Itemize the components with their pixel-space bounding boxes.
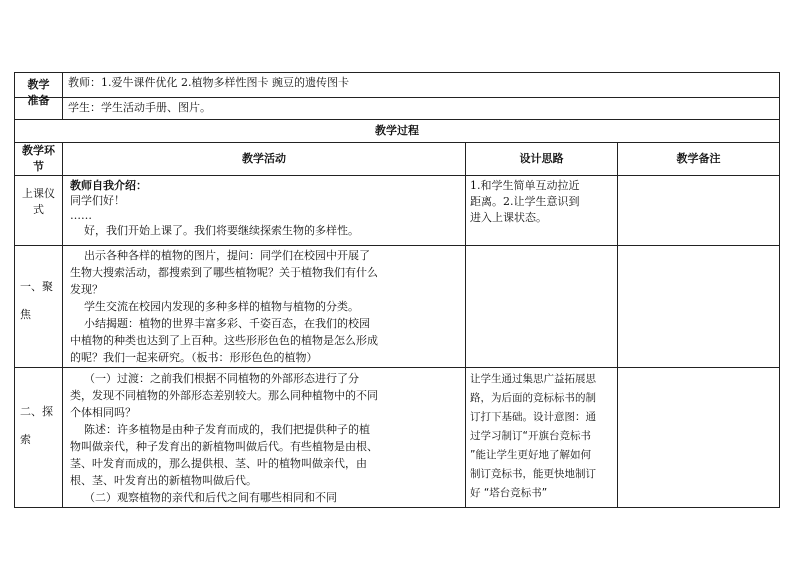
prep-label-line1: 教学: [27, 78, 50, 91]
row1-stage-line1: 上课仪: [22, 187, 55, 200]
process-title: 教学过程: [375, 124, 419, 137]
prep-student: 学生：学生活动手册、图片。: [68, 101, 211, 114]
row3-stage-line2: 索: [20, 433, 31, 446]
row2-activity-line5: 小结揭题：植物的世界丰富多彩、千姿百态，在我们的校园: [70, 317, 370, 330]
row1-activity-line2: 同学们好！: [70, 194, 125, 207]
row3-design-line6: 制订竞标书，能更快地制订: [470, 468, 596, 480]
row3-activity-line8: （二）观察植物的亲代和后代之间有哪些相同和不同: [70, 491, 337, 504]
prep-label-line2: 准备: [27, 94, 50, 107]
row2-activity-line1: 出示各种各样的植物的图片，提问：同学们在校园中开展了: [70, 249, 370, 262]
header-stage: [15, 143, 62, 175]
row3-activity-line6: 茎、叶发育而成的，那么提供根、茎、叶的植物叫做亲代，由: [70, 457, 367, 470]
row3-activity: [70, 370, 462, 506]
row2-activity-line2: 生物大搜索活动，都搜索到了哪些植物呢？关于植物我们有什么: [70, 266, 378, 279]
row1-activity-line3: ……: [70, 209, 92, 222]
header-activity: 教学活动: [242, 152, 286, 165]
row3-design-line2: 路，为后面的竞标标书的制: [470, 392, 596, 404]
row3-stage-line1: 二、探: [20, 405, 53, 418]
row1-stage: [15, 186, 62, 218]
header-stage-line1: 教学环: [22, 144, 55, 157]
row1-design-line3: 进入上课状态。: [470, 211, 547, 224]
row3-design-line4: 过学习制订“开旗台竞标书: [470, 430, 591, 442]
row3-activity-line2: 类，发现不同植物的外部形态差别较大。那么同种植物中的不同: [70, 389, 378, 402]
row3-design-line3: 订打下基础。设计意图：通: [470, 411, 596, 423]
row1-activity-line1: 教师自我介绍：: [70, 179, 147, 192]
row2-stage-line1: 一、聚: [20, 280, 53, 293]
row3-activity-line5: 物叫做亲代，种子发育出的新植物叫做后代。有些植物是由根、: [70, 440, 378, 453]
row1-activity-line4: 好，我们开始上课了。我们将要继续探索生物的多样性。: [70, 224, 359, 237]
header-design: 设计思路: [519, 152, 564, 165]
row2-activity-line7: 的呢？我们一起来研究。（板书：形形色色的植物）: [70, 351, 318, 364]
row2-activity-line3: 发现？: [70, 283, 103, 296]
row3-activity-line3: 个体相同吗？: [70, 406, 136, 419]
row3-design-line7: 好 “塔台竞标书”: [470, 487, 548, 499]
row3-stage: [20, 398, 62, 454]
row3-activity-line1: （一）过渡：之前我们根据不同植物的外部形态进行了分: [70, 372, 359, 385]
row3-design-line5: ”能让学生更好地了解如何: [470, 449, 591, 461]
row1-design-line1: 1.和学生简单互动拉近: [470, 179, 580, 192]
row3-activity-line7: 根、茎、叶发育出的新植物叫做后代。: [70, 474, 257, 487]
prep-teacher: 教师：1.爱牛课件优化 2.植物多样性图卡 豌豆的遗传图卡: [68, 76, 349, 89]
row2-stage-line2: 焦: [20, 308, 31, 321]
row1-stage-line2: 式: [33, 203, 44, 216]
row2-activity: [70, 247, 462, 366]
row3-design-line1: 让学生通过集思广益拓展思: [470, 373, 596, 385]
row3-activity-line4: 陈述：许多植物是由种子发育而成的，我们把提供种子的植: [70, 423, 370, 436]
row2-activity-line4: 学生交流在校园内发现的多种多样的植物与植物的分类。: [70, 300, 359, 313]
header-notes: 教学备注: [676, 152, 721, 165]
row2-activity-line6: 中植物的种类也达到了上百种。这些形形色色的植物是怎么形成: [70, 334, 378, 347]
row1-activity: [70, 178, 462, 238]
prep-label: [15, 77, 62, 109]
row1-design: [470, 178, 615, 226]
row1-design-line2: 距离。2.让学生意识到: [470, 195, 580, 208]
header-stage-line2: 节: [33, 160, 44, 173]
row3-design: [470, 370, 616, 503]
row2-stage: [20, 273, 62, 329]
